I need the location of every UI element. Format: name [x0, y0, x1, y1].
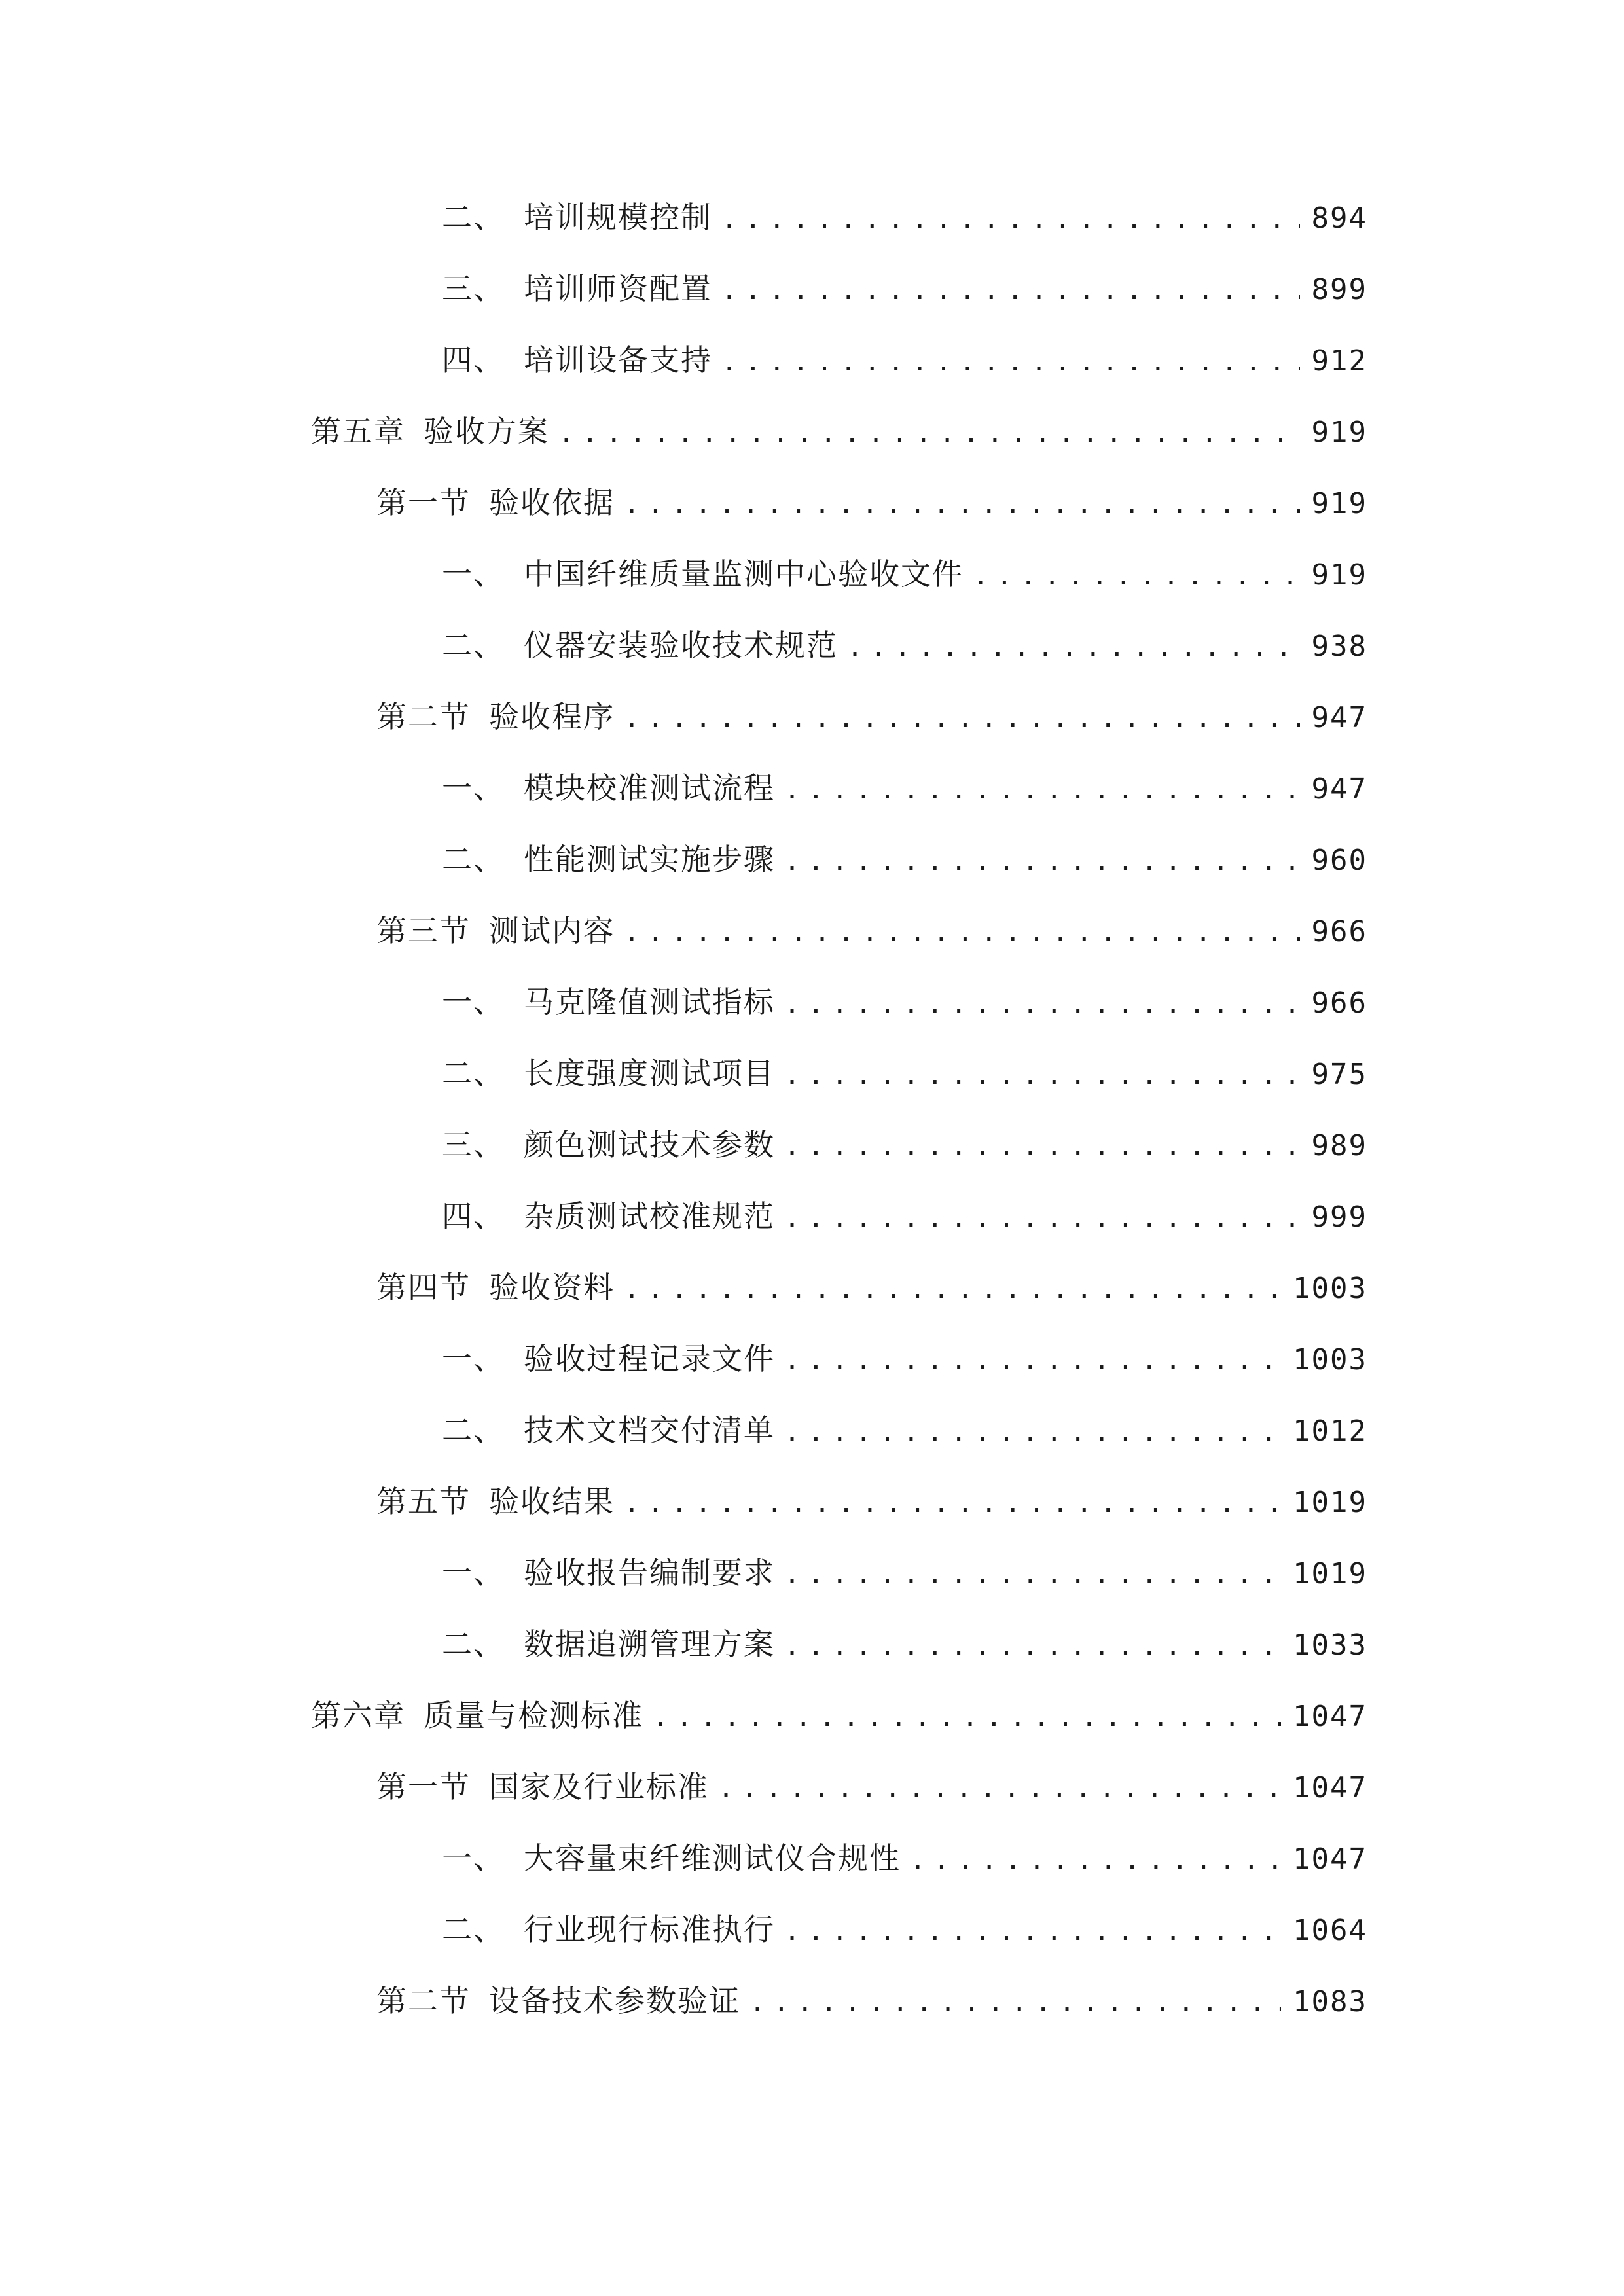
toc-entry[interactable]: [442, 976, 1367, 1028]
toc-entry-page: 947: [1311, 701, 1367, 734]
toc-entry-page: 899: [1311, 273, 1367, 306]
toc-section-title: 验收结果: [489, 1484, 615, 1519]
toc-entry-page: 989: [1311, 1129, 1367, 1162]
toc-entry[interactable]: [442, 1047, 1367, 1100]
toc-entry-number: 三、: [442, 271, 505, 306]
dot-leader: [784, 1121, 1300, 1173]
dot-leader: [784, 1549, 1281, 1601]
toc-entry-title: 验收报告编制要求: [524, 1555, 775, 1590]
toc-section-title: 验收程序: [489, 699, 615, 734]
toc-entry-title: 模块校准测试流程: [524, 770, 775, 806]
toc-entry[interactable]: [442, 1190, 1367, 1242]
toc-entry-page: 938: [1311, 630, 1367, 663]
toc-entry-title: 培训师资配置: [524, 271, 712, 306]
toc-entry-title: 马克隆值测试指标: [524, 984, 775, 1020]
toc-entry-page: 1047: [1293, 1842, 1367, 1876]
toc-section-entry[interactable]: [376, 905, 1367, 957]
toc-entry-number: 二、: [442, 1056, 505, 1091]
toc-section-entry[interactable]: [376, 1475, 1367, 1528]
toc-entry[interactable]: [442, 1333, 1367, 1385]
toc-entry-page: 919: [1311, 416, 1367, 449]
toc-entry-number: 二、: [442, 200, 505, 235]
toc-section-title: 验收资料: [489, 1270, 615, 1305]
toc-entry[interactable]: [442, 334, 1367, 386]
toc-entry-title: 大容量束纤维测试仪合规性: [524, 1840, 901, 1876]
toc-entry-title: 行业现行标准执行: [524, 1912, 775, 1947]
toc-section-entry[interactable]: [376, 476, 1367, 529]
dot-leader: [784, 1049, 1300, 1102]
dot-leader: [973, 550, 1300, 602]
toc-section-title: 验收依据: [489, 485, 615, 520]
toc-entry-page: 894: [1311, 202, 1367, 235]
toc-entry-page: 919: [1311, 487, 1367, 520]
toc-chapter-number: 第五章: [311, 414, 405, 449]
toc-entry-page: 1003: [1293, 1272, 1367, 1305]
toc-section-number: 第二节: [376, 1983, 471, 2018]
toc-entry-page: 966: [1311, 986, 1367, 1020]
toc-entry[interactable]: [442, 262, 1367, 315]
toc-entry-title: 性能测试实施步骤: [524, 842, 775, 877]
dot-leader: [784, 1406, 1281, 1458]
dot-leader: [624, 478, 1300, 531]
toc-entry-page: 1047: [1293, 1771, 1367, 1804]
toc-section-number: 第四节: [376, 1270, 471, 1305]
toc-section-entry[interactable]: [376, 691, 1367, 743]
toc-chapter-title: 质量与检测标准: [424, 1698, 643, 1733]
toc-entry-title: 颜色测试技术参数: [524, 1127, 775, 1162]
toc-section-entry[interactable]: [376, 1261, 1367, 1314]
toc-entry-number: 四、: [442, 342, 505, 378]
toc-section-title: 国家及行业标准: [489, 1769, 709, 1804]
toc-section-title: 设备技术参数验证: [489, 1983, 740, 2018]
dot-leader: [721, 336, 1300, 388]
toc-entry-number: 三、: [442, 1127, 505, 1162]
toc-section-number: 第五节: [376, 1484, 471, 1519]
toc-entry-number: 一、: [442, 556, 505, 592]
toc-entry-title: 验收过程记录文件: [524, 1341, 775, 1376]
toc-section-number: 第二节: [376, 699, 471, 734]
toc-entry-number: 一、: [442, 984, 505, 1020]
toc-entry-title: 杂质测试校准规范: [524, 1198, 775, 1234]
toc-entry-number: 二、: [442, 628, 505, 663]
toc-entry[interactable]: [442, 1404, 1367, 1456]
toc-entry-page: 999: [1311, 1200, 1367, 1234]
toc-entry[interactable]: [442, 1547, 1367, 1599]
dot-leader: [624, 1263, 1281, 1316]
toc-entry-number: 二、: [442, 1626, 505, 1662]
toc-entry-page: 966: [1311, 915, 1367, 948]
dot-leader: [624, 692, 1300, 745]
dot-leader: [721, 193, 1300, 245]
toc-entry-page: 1047: [1293, 1700, 1367, 1733]
toc-entry-number: 一、: [442, 1341, 505, 1376]
dot-leader: [653, 1691, 1281, 1744]
dot-leader: [721, 264, 1300, 317]
toc-entry[interactable]: [442, 619, 1367, 672]
toc-entry[interactable]: [442, 548, 1367, 600]
dot-leader: [784, 1620, 1281, 1672]
toc-section-number: 第三节: [376, 913, 471, 948]
dot-leader: [784, 1905, 1281, 1958]
toc-chapter-title: 验收方案: [424, 414, 549, 449]
toc-section-number: 第一节: [376, 485, 471, 520]
dot-leader: [784, 1335, 1281, 1387]
toc-entry[interactable]: [442, 1618, 1367, 1670]
dot-leader: [784, 835, 1300, 888]
toc-entry-number: 二、: [442, 1412, 505, 1448]
toc-entry[interactable]: [442, 1832, 1367, 1884]
toc-entry-title: 长度强度测试项目: [524, 1056, 775, 1091]
toc-entry-page: 1003: [1293, 1343, 1367, 1376]
toc-entry[interactable]: [442, 833, 1367, 886]
toc-section-entry[interactable]: [376, 1975, 1367, 2027]
toc-entry-page: 1064: [1293, 1914, 1367, 1947]
toc-entry-page: 1019: [1293, 1486, 1367, 1519]
toc-entry-page: 960: [1311, 844, 1367, 877]
toc-section-entry[interactable]: [376, 1761, 1367, 1813]
dot-leader: [784, 978, 1300, 1030]
toc-entry-number: 二、: [442, 1912, 505, 1947]
toc-entry-page: 1083: [1293, 1985, 1367, 2018]
toc-entry-number: 一、: [442, 770, 505, 806]
toc-entry[interactable]: [442, 1903, 1367, 1956]
dot-leader: [784, 764, 1300, 816]
toc-entry[interactable]: [442, 762, 1367, 814]
dot-leader: [624, 1477, 1281, 1530]
dot-leader: [558, 407, 1300, 459]
toc-entry-page: 912: [1311, 344, 1367, 378]
toc-entry-number: 四、: [442, 1198, 505, 1234]
toc-entry-number: 二、: [442, 842, 505, 877]
toc-entry-title: 培训规模控制: [524, 200, 712, 235]
toc-entry-page: 919: [1311, 558, 1367, 592]
dot-leader: [847, 621, 1300, 673]
dot-leader: [718, 1763, 1281, 1815]
toc-entry-title: 技术文档交付清单: [524, 1412, 775, 1448]
toc-entry-page: 947: [1311, 772, 1367, 806]
toc-entry[interactable]: [442, 1119, 1367, 1171]
toc-entry-page: 1019: [1293, 1557, 1367, 1590]
dot-leader: [749, 1977, 1281, 2029]
toc-chapter-entry[interactable]: [311, 1689, 1367, 1742]
dot-leader: [624, 906, 1300, 959]
toc-chapter-number: 第六章: [311, 1698, 405, 1733]
toc-entry-page: 975: [1311, 1058, 1367, 1091]
toc-entry-number: 一、: [442, 1555, 505, 1590]
toc-entry-title: 数据追溯管理方案: [524, 1626, 775, 1662]
toc-entry-title: 培训设备支持: [524, 342, 712, 378]
toc-entry[interactable]: [442, 191, 1367, 243]
toc-section-number: 第一节: [376, 1769, 471, 1804]
toc-entry-number: 一、: [442, 1840, 505, 1876]
toc-entry-title: 中国纤维质量监测中心验收文件: [524, 556, 964, 592]
toc-entry-page: 1033: [1293, 1628, 1367, 1662]
toc-entry-page: 1012: [1293, 1414, 1367, 1448]
toc-section-title: 测试内容: [489, 913, 615, 948]
dot-leader: [910, 1834, 1281, 1886]
toc-chapter-entry[interactable]: [311, 405, 1367, 457]
dot-leader: [784, 1192, 1300, 1244]
toc-entry-title: 仪器安装验收技术规范: [524, 628, 838, 663]
